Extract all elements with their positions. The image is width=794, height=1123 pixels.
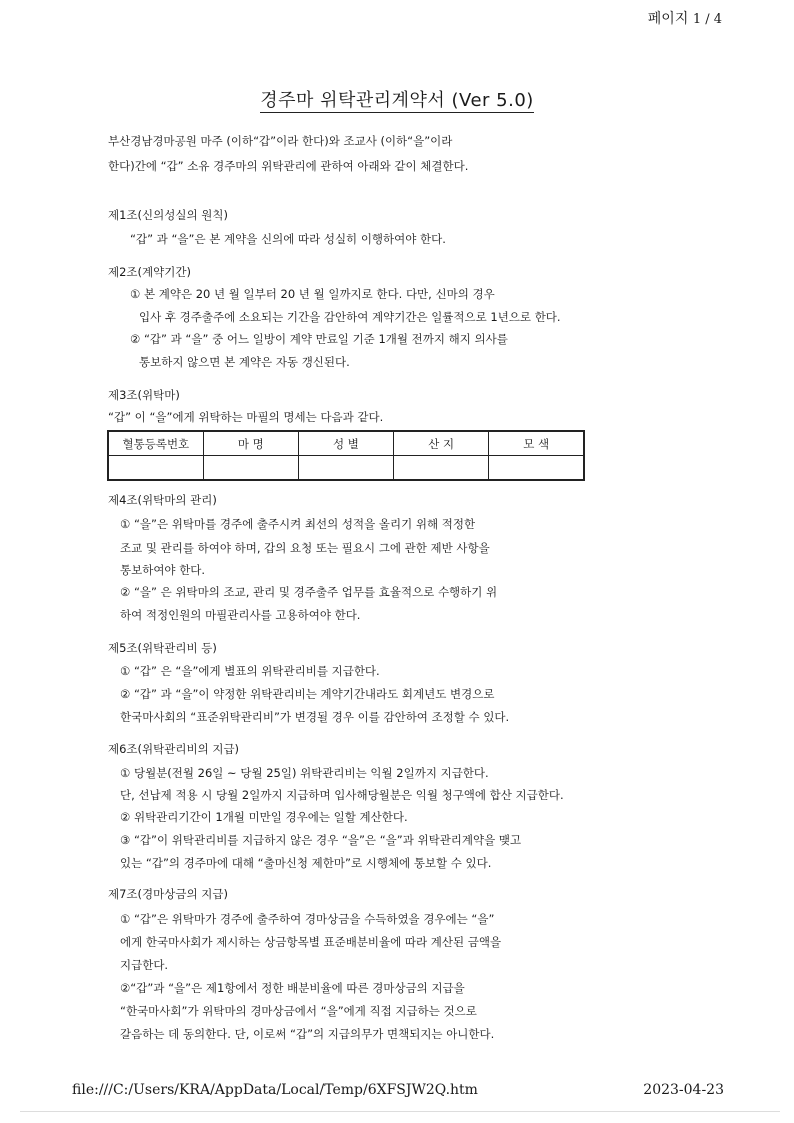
table-cell[interactable] bbox=[108, 456, 203, 481]
intro-line: 부산경남경마공원 마주 (이하“갑”이라 한다)와 조교사 (이하“을”이라 bbox=[108, 134, 453, 148]
article-3-text: “갑” 이 “을”에게 위탁하는 마필의 명세는 다음과 같다. bbox=[108, 410, 384, 424]
article-7-text: 갈음하는 데 동의한다. 단, 이로써 “갑”의 지급의무가 면책되지는 아니한다. bbox=[120, 1027, 495, 1041]
table-cell[interactable] bbox=[394, 456, 489, 481]
article-7-text: ②“갑”과 “을”은 제1항에서 정한 배분비율에 따른 경마상금의 지급을 bbox=[120, 981, 465, 995]
article-2-text: ① 본 계약은 20 년 월 일부터 20 년 월 일까지로 한다. 다만, 신마의 경우 bbox=[130, 287, 495, 301]
footer-divider bbox=[20, 1111, 780, 1112]
article-4-text: ② “을” 은 위탁마의 조교, 관리 및 경주출주 업무를 효율적으로 수행하기 위 bbox=[120, 585, 498, 599]
table-cell[interactable] bbox=[203, 456, 298, 481]
page-label: 페이지 bbox=[647, 11, 689, 27]
table-header-row bbox=[108, 431, 584, 456]
article-2-heading: 제2조(계약기간) bbox=[108, 265, 191, 279]
article-6-heading: 제6조(위탁관리비의 지급) bbox=[108, 742, 240, 756]
article-2-text: 통보하지 않으면 본 계약은 자동 갱신된다. bbox=[139, 355, 350, 369]
article-5-text: 한국마사회의 “표준위탁관리비”가 변경될 경우 이를 감안하여 조정할 수 있다. bbox=[120, 710, 510, 724]
table-header-cell: 모 색 bbox=[489, 431, 584, 456]
article-7-text: ① “갑”은 위탁마가 경주에 출주하여 경마상금을 수득하였을 경우에는 “을” bbox=[120, 912, 495, 926]
article-3-heading: 제3조(위탁마) bbox=[108, 388, 180, 402]
article-5-text: ② “갑” 과 “을”이 약정한 위탁관리비는 계약기간내라도 회계년도 변경으로 bbox=[120, 687, 495, 701]
article-4-text: 조교 및 관리를 하여야 하며, 갑의 요청 또는 필요시 그에 관한 제반 사항을 bbox=[120, 541, 490, 555]
article-6-text: ③ “갑”이 위탁관리비를 지급하지 않은 경우 “을”은 “을”과 위탁관리계약을 맺고 bbox=[120, 833, 522, 847]
article-5-text: ① “갑” 은 “을”에게 별표의 위탁관리비를 지급한다. bbox=[120, 664, 380, 678]
article-7-heading: 제7조(경마상금의 지급) bbox=[108, 887, 228, 901]
article-2-text: 입사 후 경주출주에 소요되는 기간을 감안하여 계약기간은 일률적으로 1년으로 한다. bbox=[139, 310, 561, 324]
table-cell[interactable] bbox=[489, 456, 584, 481]
footer-file-path: file:///C:/Users/KRA/AppData/Local/Temp/6XFSJW2Q.htm bbox=[72, 1082, 478, 1098]
article-2-text: ② “갑” 과 “을” 중 어느 일방이 계약 만료일 기준 1개월 전까지 해지 의사를 bbox=[130, 332, 508, 346]
page-number bbox=[648, 8, 722, 28]
article-5-heading: 제5조(위탁관리비 등) bbox=[108, 641, 217, 655]
article-4-heading: 제4조(위탁마의 관리) bbox=[108, 493, 217, 507]
table-header-cell: 혈통등록번호 bbox=[108, 431, 203, 456]
article-6-text: 단, 선납제 적용 시 당월 2일까지 지급하며 입사해당월분은 익월 청구액에 합산 지급한다. bbox=[120, 788, 564, 802]
document-title: 경주마 위탁관리계약서 (Ver 5.0) bbox=[260, 90, 534, 111]
article-4-text: 하여 적정인원의 마필관리사를 고용하여야 한다. bbox=[120, 608, 361, 622]
article-6-text: 있는 “갑”의 경주마에 대해 “출마신청 제한마”로 시행체에 통보할 수 있다. bbox=[120, 856, 492, 870]
article-7-text: 에게 한국마사회가 제시하는 상금항목별 표준배분비율에 따라 계산된 금액을 bbox=[120, 935, 502, 949]
article-7-text: 지급한다. bbox=[120, 958, 169, 972]
table-header-cell: 성 별 bbox=[298, 431, 393, 456]
footer-date: 2023-04-23 bbox=[643, 1082, 724, 1098]
table-header-cell: 마 명 bbox=[203, 431, 298, 456]
table-row bbox=[108, 456, 584, 481]
table-header-cell: 산 지 bbox=[394, 431, 489, 456]
horse-spec-table bbox=[107, 430, 585, 481]
article-6-text: ① 당월분(전월 26일 ~ 당월 25일) 위탁관리비는 익월 2일까지 지급한다. bbox=[120, 766, 489, 780]
article-6-text: ② 위탁관리기간이 1개월 미만일 경우에는 일할 계산한다. bbox=[120, 810, 408, 824]
article-4-text: ① “을”은 위탁마를 경주에 출주시켜 최선의 성적을 올리기 위해 적정한 bbox=[120, 517, 476, 531]
page-count: 1 / 4 bbox=[692, 12, 722, 27]
article-1-heading: 제1조(신의성실의 원칙) bbox=[108, 208, 228, 222]
intro-line: 한다)간에 “갑” 소유 경주마의 위탁관리에 관하여 아래와 같이 체결한다. bbox=[108, 159, 469, 173]
article-4-text: 통보하여야 한다. bbox=[120, 563, 206, 577]
article-7-text: “한국마사회”가 위탁마의 경마상금에서 “을”에게 직접 지급하는 것으로 bbox=[120, 1004, 477, 1018]
table-cell[interactable] bbox=[298, 456, 393, 481]
article-1-text: “갑” 과 “을”은 본 계약을 신의에 따라 성실히 이행하여야 한다. bbox=[130, 232, 446, 246]
